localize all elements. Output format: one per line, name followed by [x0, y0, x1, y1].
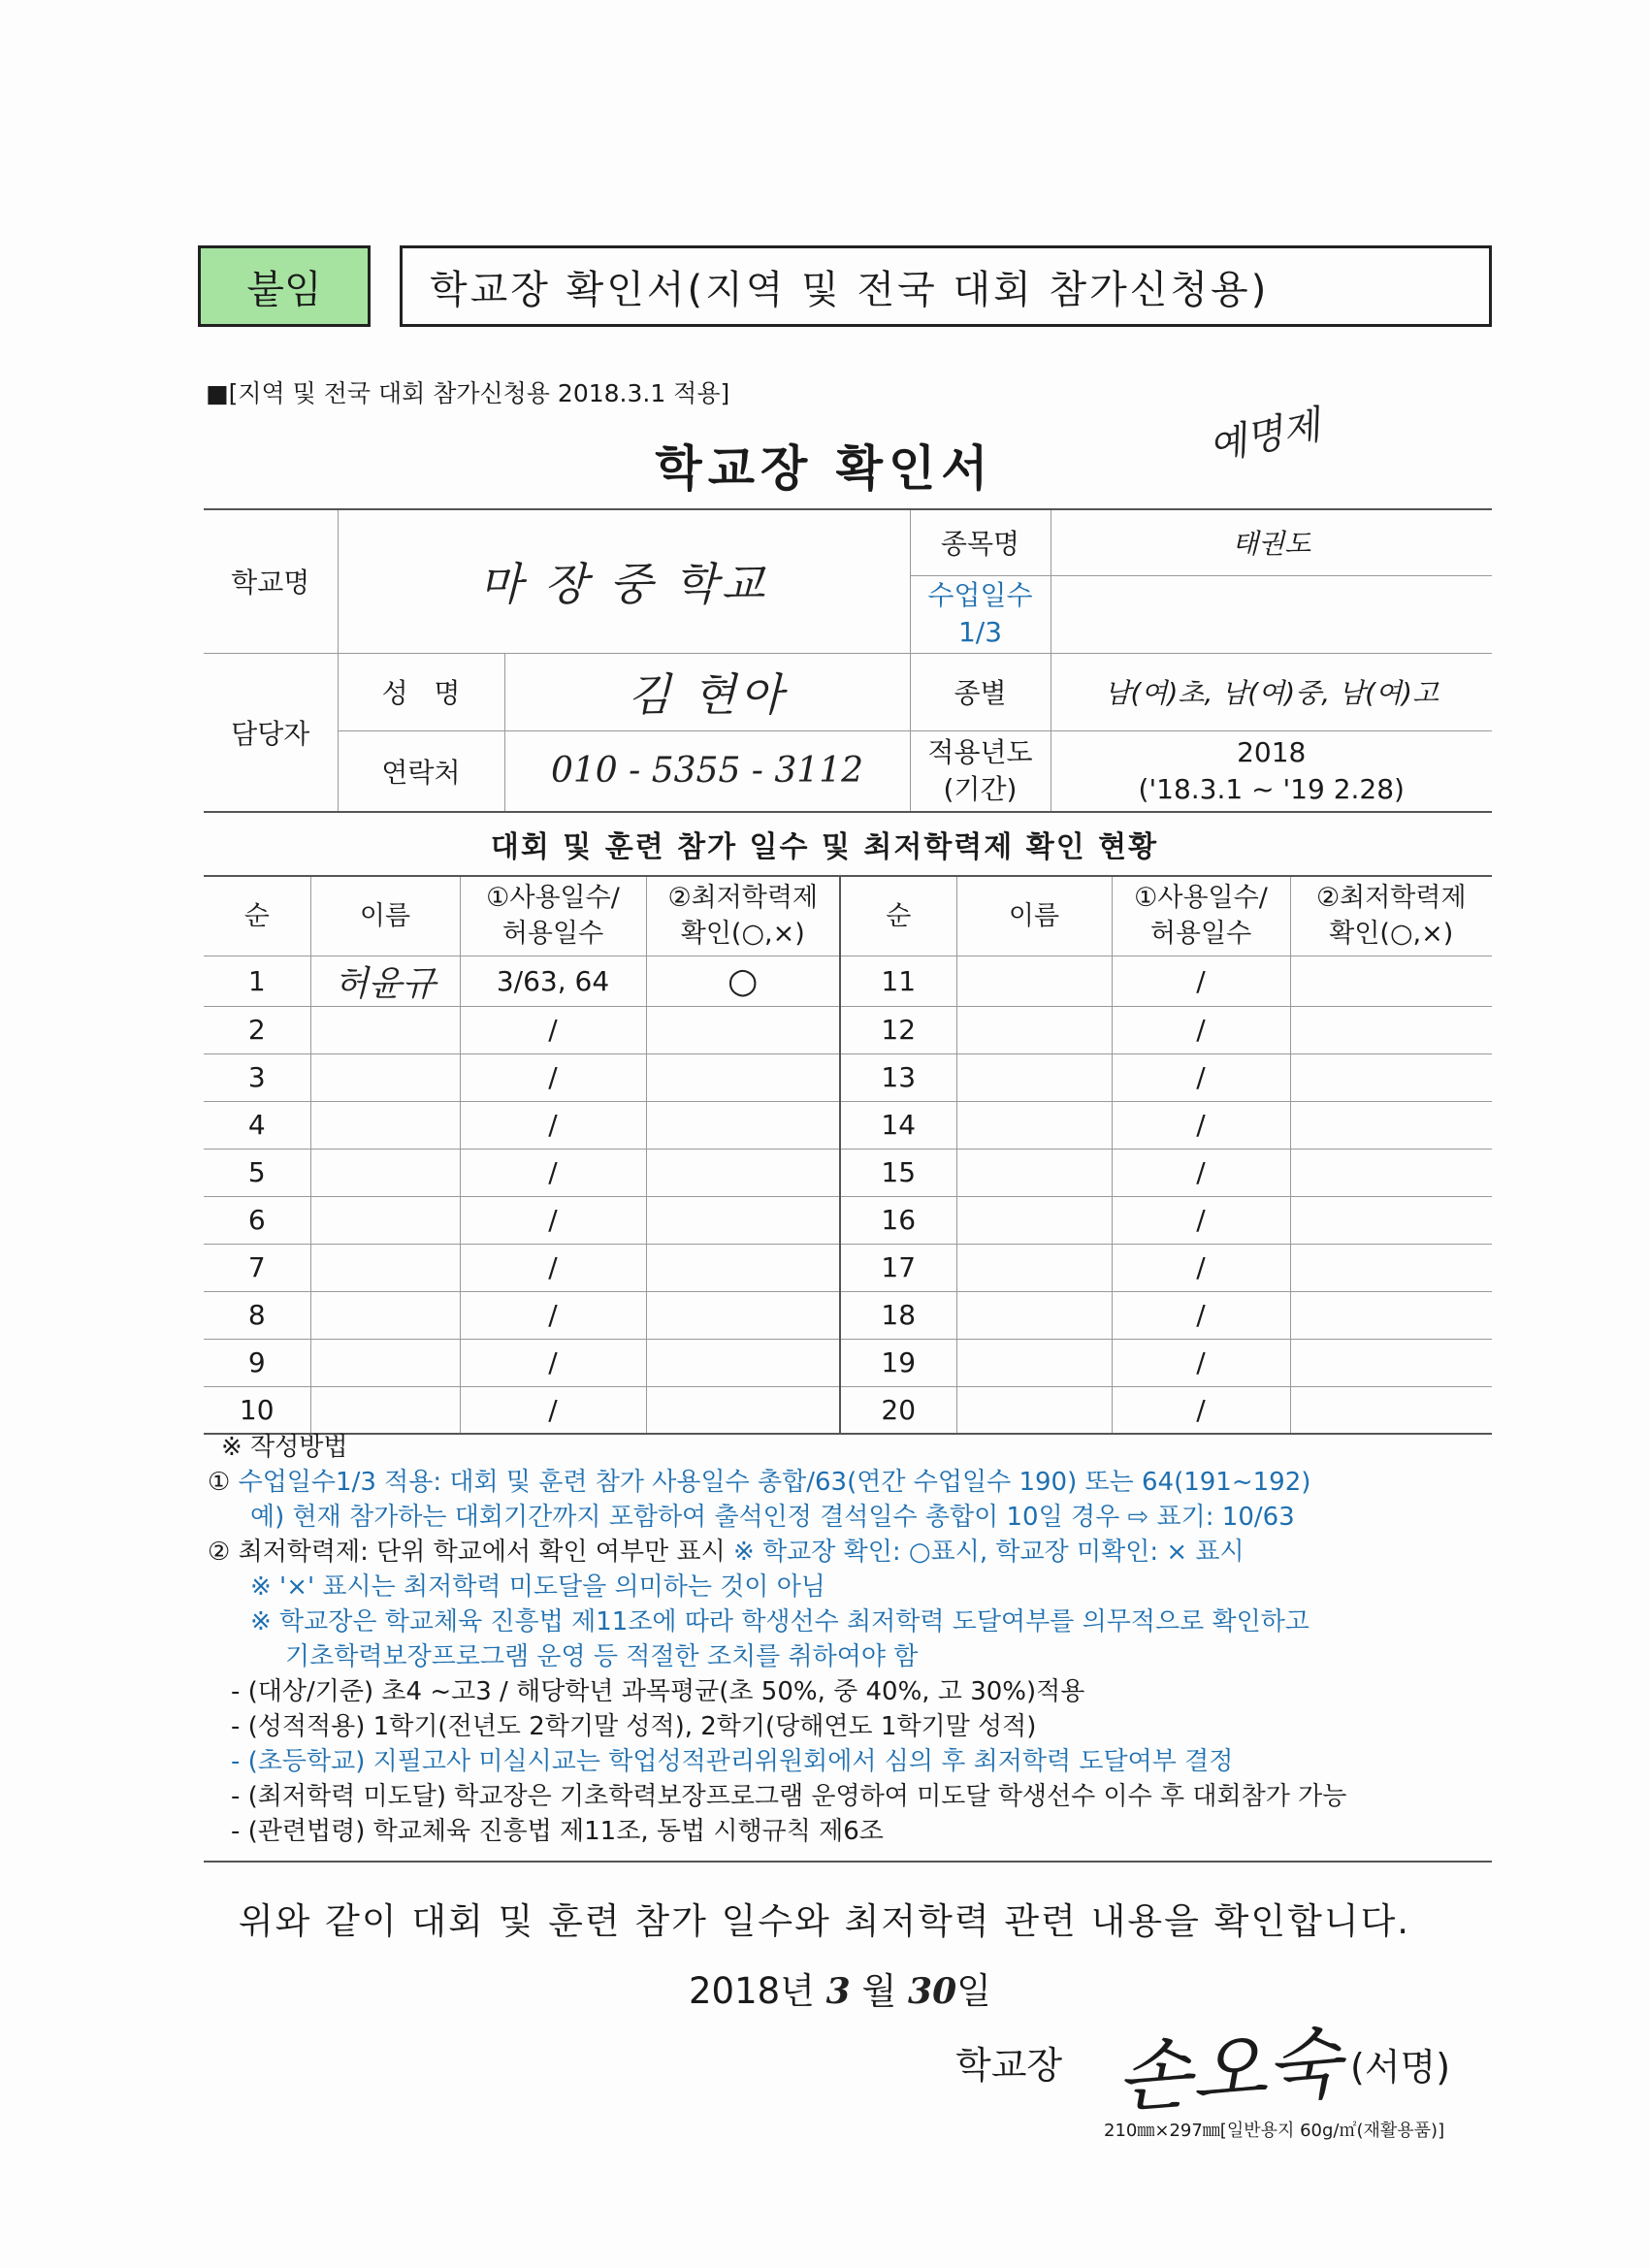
detail-1: - (대상/기준) 초4 ~고3 / 해당학년 과목평균(초 50%, 중 40%, 고 30%)적용 — [231, 1677, 1085, 1706]
col-header-name: 이름 — [956, 876, 1112, 956]
col-header-days-line1: ①사용일수/ — [1134, 883, 1268, 914]
date-day-label: 일 — [956, 1970, 991, 2012]
roster-min-cell — [1290, 1339, 1492, 1386]
roster-days-cell: / — [460, 1339, 646, 1386]
year-label-line2: (기간) — [943, 772, 1018, 805]
roster-days-cell: / — [1112, 1149, 1290, 1196]
contact-label: 연락처 — [338, 730, 504, 812]
col-header-min-line1: ②최저학력제 — [1315, 883, 1467, 914]
col-header-days — [460, 876, 646, 956]
roster-no-cell: 20 — [840, 1386, 956, 1434]
roster-no-cell: 6 — [204, 1196, 310, 1244]
col-header-days-line2: 허용일수 — [1149, 919, 1252, 950]
col-header-min-line2: 확인(○,×) — [1329, 919, 1454, 950]
roster-name-cell — [956, 1006, 1112, 1053]
roster-days-cell: / — [460, 1291, 646, 1339]
roster-days-cell: / — [1112, 1053, 1290, 1101]
contact-value: 010 - 5355 - 3112 — [504, 730, 910, 812]
attachment-tag: 붙임 — [198, 245, 371, 327]
year-value-line1: 2018 — [1237, 735, 1307, 768]
roster-days-cell: / — [460, 1386, 646, 1434]
roster-min-cell — [646, 1291, 840, 1339]
signing-date — [689, 1961, 991, 2014]
roster-no-cell: 18 — [840, 1291, 956, 1339]
roster-min-cell — [646, 1339, 840, 1386]
roster-no-cell: 8 — [204, 1291, 310, 1339]
col-header-name: 이름 — [310, 876, 460, 956]
roster-no-cell: 2 — [204, 1006, 310, 1053]
col-header-min-line2: 확인(○,×) — [680, 919, 805, 950]
roster-no-cell: 4 — [204, 1101, 310, 1149]
manager-label: 담당자 — [204, 653, 338, 812]
roster-name-cell — [310, 1244, 460, 1291]
detail-5: - (관련법령) 학교체육 진흥법 제11조, 동법 시행규칙 제6조 — [231, 1817, 884, 1846]
roster-name-cell — [310, 1006, 460, 1053]
roster-name-cell — [310, 1101, 460, 1149]
roster-no-cell: 17 — [840, 1244, 956, 1291]
name-label: 성 명 — [338, 653, 504, 730]
roster-min-cell — [1290, 1006, 1492, 1053]
name-value: 김 현아 — [504, 653, 910, 730]
roster-no-cell: 13 — [840, 1053, 956, 1101]
table-row — [204, 1291, 1492, 1339]
table-row — [204, 956, 1492, 1006]
note-1-line-b: 예) 현재 참가하는 대회기간까지 포함하여 출석인정 결석일수 총합이 10일 경우 ⇨ 표기: 10/63 — [250, 1503, 1295, 1532]
roster-name-cell: 허윤규 — [310, 956, 460, 1006]
roster-min-cell — [1290, 956, 1492, 1006]
roster-no-cell: 3 — [204, 1053, 310, 1101]
class-days-label-line2: 1/3 — [957, 616, 1003, 648]
section-title: 대회 및 훈련 참가 일수 및 최저학력제 확인 현황 — [490, 830, 1159, 864]
roster-min-cell — [1290, 1149, 1492, 1196]
roster-min-cell — [1290, 1053, 1492, 1101]
school-value: 마 장 중 학교 — [338, 509, 910, 653]
col-header-min-line1: ②최저학력제 — [667, 883, 819, 914]
date-day: 30 — [908, 1971, 957, 2012]
roster-name-cell — [956, 956, 1112, 1006]
roster-days-cell: / — [460, 1244, 646, 1291]
roster-days-cell: / — [1112, 1006, 1290, 1053]
notes-divider — [204, 1861, 1492, 1863]
roster-no-cell: 5 — [204, 1149, 310, 1196]
col-header-days-line1: ①사용일수/ — [486, 883, 620, 914]
school-label: 학교명 — [204, 509, 338, 653]
roster-days-cell: / — [1112, 1386, 1290, 1434]
note-2-line-b: ※ 학교장 확인: ○표시, 학교장 미확인: × 표시 — [733, 1538, 1245, 1567]
roster-name-cell — [956, 1339, 1112, 1386]
roster-name-cell — [956, 1386, 1112, 1434]
roster-days-cell: / — [1112, 1101, 1290, 1149]
roster-no-cell: 16 — [840, 1196, 956, 1244]
handwritten-note: 예명제 — [1205, 403, 1325, 470]
apply-line: ■[지역 및 전국 대회 참가신청용 2018.3.1 적용] — [206, 379, 730, 407]
header-title: 학교장 확인서(지역 및 전국 대회 참가신청용) — [400, 245, 1492, 327]
roster-no-cell: 12 — [840, 1006, 956, 1053]
roster-name-cell — [956, 1053, 1112, 1101]
roster-min-cell — [646, 1053, 840, 1101]
roster-days-cell: 3/63, 64 — [460, 956, 646, 1006]
writing-instructions — [208, 1430, 1498, 1849]
note-2-line-a: 최저학력제: 단위 학교에서 확인 여부만 표시 — [238, 1538, 726, 1567]
paper-spec: 210㎜×297㎜[일반용지 60g/㎡(재활용품)] — [1104, 2121, 1445, 2141]
roster-name-cell — [956, 1101, 1112, 1149]
class-days-label — [910, 575, 1051, 653]
roster-min-cell — [1290, 1386, 1492, 1434]
roster-no-cell: 7 — [204, 1244, 310, 1291]
table-row — [204, 1339, 1492, 1386]
date-year: 2018년 — [689, 1970, 815, 2012]
roster-name-cell — [310, 1291, 460, 1339]
roster-no-cell: 10 — [204, 1386, 310, 1434]
info-table — [204, 508, 1492, 813]
roster-min-cell — [1290, 1244, 1492, 1291]
roster-min-cell: ○ — [646, 956, 840, 1006]
roster-days-cell: / — [460, 1006, 646, 1053]
roster-min-cell — [646, 1196, 840, 1244]
category-value: 남(여)초, 남(여)중, 남(여)고 — [1051, 653, 1492, 730]
roster-min-cell — [646, 1101, 840, 1149]
roster-min-cell — [646, 1006, 840, 1053]
col-header-days-line2: 허용일수 — [501, 919, 604, 950]
table-row — [204, 1244, 1492, 1291]
roster-no-cell: 9 — [204, 1339, 310, 1386]
table-row — [204, 1006, 1492, 1053]
col-header-min — [646, 876, 840, 956]
roster-min-cell — [1290, 1196, 1492, 1244]
roster-name-cell — [310, 1053, 460, 1101]
col-header-no: 순 — [204, 876, 310, 956]
year-value — [1051, 730, 1492, 812]
year-label-line1: 적용년도 — [927, 735, 1033, 768]
class-days-label-line1: 수업일수 — [927, 579, 1033, 611]
roster-days-cell: / — [460, 1053, 646, 1101]
roster-min-cell — [1290, 1101, 1492, 1149]
roster-table — [204, 875, 1492, 1435]
roster-min-cell — [646, 1244, 840, 1291]
confirmation-statement: 위와 같이 대회 및 훈련 참가 일수와 최저학력 관련 내용을 확인합니다. — [238, 1900, 1411, 1942]
class-days-value — [1051, 575, 1492, 653]
note-2-number: ② — [208, 1538, 231, 1567]
document-title: 학교장 확인서 — [655, 440, 994, 497]
roster-min-cell — [646, 1149, 840, 1196]
event-value: 태권도 — [1051, 509, 1492, 575]
roster-name-cell — [310, 1339, 460, 1386]
note-4-line-b: 기초학력보장프로그램 운영 등 적절한 조치를 취하여야 함 — [285, 1642, 919, 1671]
note-3: ※ '×' 표시는 최저학력 미도달을 의미하는 것이 아님 — [250, 1572, 825, 1602]
table-row — [204, 1053, 1492, 1101]
table-row — [204, 1196, 1492, 1244]
principal-label: 학교장 — [955, 2044, 1063, 2087]
detail-3: - (초등학교) 지필고사 미실시교는 학업성적관리위원회에서 심의 후 최저학력 도달여부 결정 — [231, 1747, 1234, 1776]
roster-days-cell: / — [1112, 1291, 1290, 1339]
table-row — [204, 1386, 1492, 1434]
table-row — [204, 1101, 1492, 1149]
date-month-label: 월 — [861, 1970, 897, 2012]
roster-name-cell — [310, 1196, 460, 1244]
note-1-number: ① — [208, 1468, 231, 1497]
date-month: 3 — [825, 1971, 851, 2012]
roster-name-cell — [310, 1386, 460, 1434]
principal-signature: 손오숙 — [1113, 2018, 1344, 2123]
roster-no-cell: 19 — [840, 1339, 956, 1386]
col-header-days — [1112, 876, 1290, 956]
table-row — [204, 1149, 1492, 1196]
detail-2: - (성적적용) 1학기(전년도 2학기말 성적), 2학기(당해연도 1학기말 성적) — [231, 1712, 1037, 1741]
roster-no-cell: 15 — [840, 1149, 956, 1196]
roster-days-cell: / — [1112, 1244, 1290, 1291]
year-value-line2: ('18.3.1 ~ '19 2.28) — [1138, 772, 1405, 805]
col-header-no: 순 — [840, 876, 956, 956]
detail-4: - (최저학력 미도달) 학교장은 기초학력보장프로그램 운영하여 미도달 학생선수 이수 후 대회참가 가능 — [231, 1782, 1347, 1811]
year-label — [910, 730, 1051, 812]
col-header-min — [1290, 876, 1492, 956]
roster-days-cell: / — [1112, 956, 1290, 1006]
roster-name-cell — [956, 1149, 1112, 1196]
roster-days-cell: / — [460, 1101, 646, 1149]
roster-min-cell — [646, 1386, 840, 1434]
roster-days-cell: / — [460, 1149, 646, 1196]
category-label: 종별 — [910, 653, 1051, 730]
roster-no-cell: 14 — [840, 1101, 956, 1149]
roster-name-cell — [956, 1244, 1112, 1291]
roster-name-cell — [956, 1291, 1112, 1339]
roster-days-cell: / — [1112, 1196, 1290, 1244]
roster-min-cell — [1290, 1291, 1492, 1339]
roster-no-cell: 11 — [840, 956, 956, 1006]
roster-days-cell: / — [1112, 1339, 1290, 1386]
roster-name-cell — [956, 1196, 1112, 1244]
roster-no-cell: 1 — [204, 956, 310, 1006]
note-1-line-a: 수업일수1/3 적용: 대회 및 훈련 참가 사용일수 총합/63(연간 수업일수 190) 또는 64(191~192) — [238, 1468, 1311, 1497]
signature-mark: (서명) — [1350, 2046, 1451, 2089]
event-label: 종목명 — [910, 509, 1051, 575]
roster-name-cell — [310, 1149, 460, 1196]
notes-heading: ※ 작성방법 — [221, 1433, 348, 1462]
note-4-line-a: ※ 학교장은 학교체육 진흥법 제11조에 따라 학생선수 최저학력 도달여부를 의무적으로 확인하고 — [250, 1607, 1310, 1636]
roster-days-cell: / — [460, 1196, 646, 1244]
